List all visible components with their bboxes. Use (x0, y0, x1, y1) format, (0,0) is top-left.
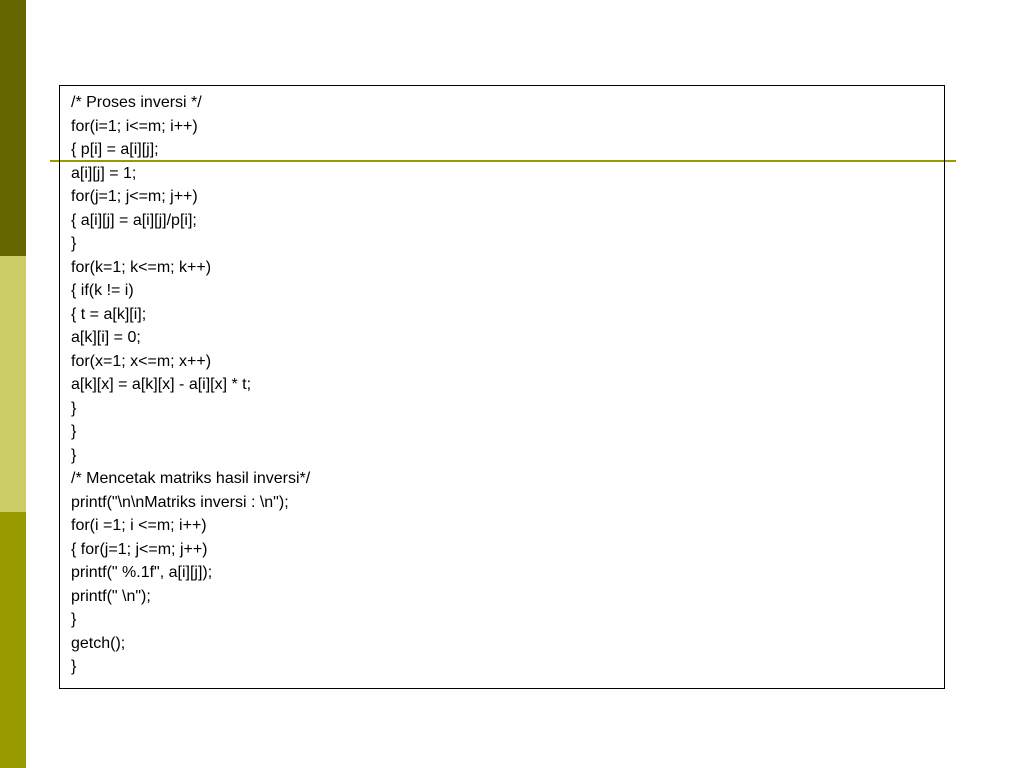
code-line: { for(j=1; j<=m; j++) (71, 540, 208, 558)
code-line: /* Proses inversi */ (71, 94, 202, 111)
code-line: } (71, 399, 77, 417)
side-accent-mid (0, 512, 26, 768)
code-line: for(i=1; i<=m; i++) (71, 117, 198, 135)
code-line: for(i =1; i <=m; i++) (71, 517, 207, 534)
code-line: getch(); (71, 634, 126, 652)
code-line: a[k][x] = a[k][x] - a[i][x] * t; (71, 376, 252, 393)
code-line: for(j=1; j<=m; j++) (71, 188, 198, 205)
code-line: } (71, 446, 77, 464)
side-accent-light (0, 256, 26, 512)
code-line: /* Mencetak matriks hasil inversi*/ (71, 470, 311, 487)
code-line: printf(" \n"); (71, 587, 151, 605)
side-accent-bar (0, 0, 26, 768)
code-line: { a[i][j] = a[i][j]/p[i]; (71, 211, 197, 229)
code-line: for(k=1; k<=m; k++) (71, 258, 212, 276)
code-line: { if(k != i) (71, 282, 134, 299)
code-line: for(x=1; x<=m; x++) (71, 352, 212, 370)
code-line: a[k][i] = 0; (71, 329, 141, 346)
code-line: { t = a[k][i]; (71, 305, 147, 323)
code-line: printf("\n\nMatriks inversi : \n"); (71, 493, 289, 511)
code-line: printf(" %.1f", a[i][j]); (71, 564, 213, 581)
code-line: } (71, 235, 77, 252)
side-accent-dark (0, 0, 26, 256)
code-line: } (71, 658, 77, 675)
code-line: { p[i] = a[i][j]; (71, 141, 159, 158)
code-line: } (71, 423, 77, 440)
code-line: a[i][j] = 1; (71, 164, 137, 182)
code-line: } (71, 611, 77, 628)
code-block (59, 85, 945, 689)
